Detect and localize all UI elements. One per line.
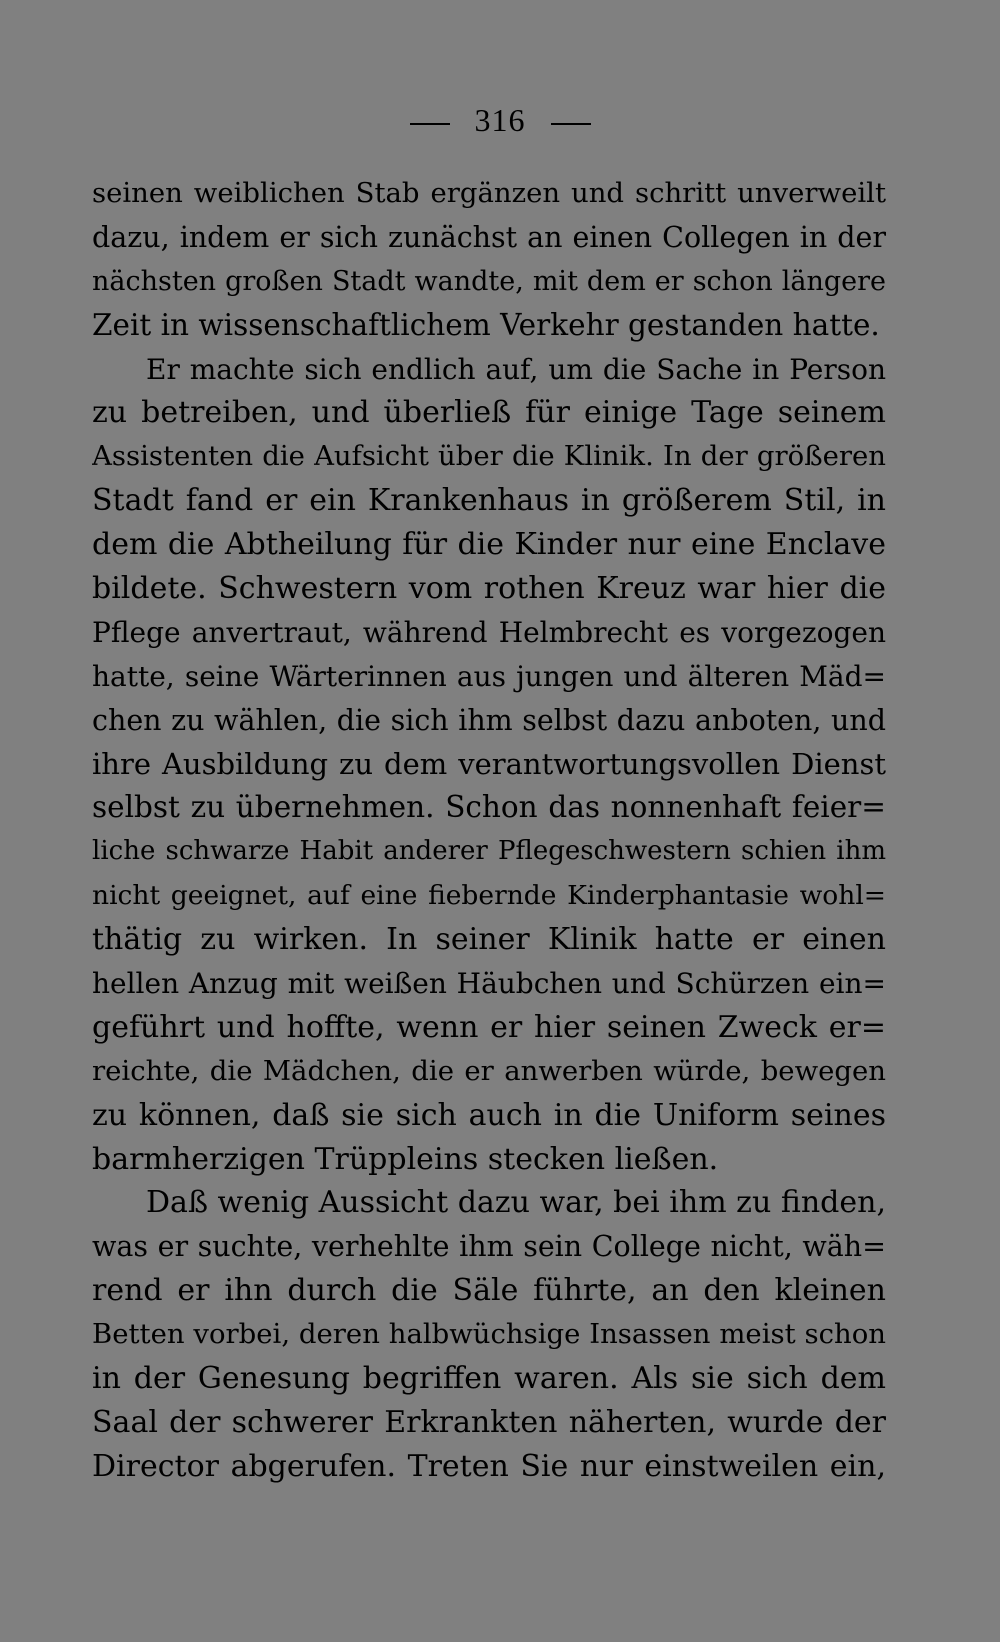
text-line: selbst zu übernehmen. Schon das nonnenhaft feier=	[92, 790, 886, 825]
text-line: dazu, indem er sich zunächst an einen Collegen in der	[92, 220, 886, 254]
text-line: hatte, seine Wärterinnen aus jungen und älteren Mäd=	[92, 659, 886, 693]
text-line: liche schwarze Habit anderer Pflegeschwestern schien ihm	[92, 836, 886, 867]
paragraph-1	[92, 172, 886, 348]
page-number: 316	[474, 102, 526, 138]
text-line: reichte, die Mädchen, die er anwerben würde, bewegen	[92, 1054, 886, 1087]
text-line: Stadt fand er ein Krankenhaus in größerem Stil, in	[92, 483, 886, 519]
text-line: zu können, daß sie sich auch in die Uniform seines	[92, 1097, 886, 1133]
text-line: seinen weiblichen Stab ergänzen und schritt unverweilt	[92, 177, 886, 209]
paragraph-3	[92, 1181, 886, 1488]
text-line: zu betreiben, und überließ für einige Tage seinem	[92, 395, 886, 431]
paragraph-2	[92, 348, 886, 1182]
text-line: Pflege anvertraut, während Helmbrecht es vorgezogen	[92, 615, 886, 649]
text-line: geführt und hoffte, wenn er hier seinen Zweck er=	[92, 1009, 886, 1045]
text-line: Zeit in wissenschaftlichem Verkehr gestanden hatte.	[92, 307, 880, 342]
page-header	[0, 100, 1000, 140]
text-line: Daß wenig Aussicht dazu war, bei ihm zu finden,	[146, 1185, 886, 1221]
text-line: Er machte sich endlich auf, um die Sache in Person	[146, 352, 886, 386]
text-line: dem die Abtheilung für die Kinder nur eine Enclave	[92, 527, 886, 563]
text-line: hellen Anzug mit weißen Häubchen und Schürzen ein=	[92, 967, 886, 1001]
text-line: Betten vorbei, deren halbwüchsige Insassen meist schon	[92, 1318, 886, 1351]
text-line: rend er ihn durch die Säle führte, an den kleinen	[92, 1273, 886, 1309]
text-line: barmherzigen Trüppleins stecken ließen.	[92, 1141, 719, 1177]
text-line: nicht geeignet, auf eine fiebernde Kinderphantasie wohl=	[92, 880, 886, 912]
header-dash-left	[410, 123, 450, 125]
text-line: nächsten großen Stadt wandte, mit dem er schon längere	[92, 265, 886, 297]
body-text	[92, 172, 886, 1489]
text-line: bildete. Schwestern vom rothen Kreuz war hier die	[92, 571, 886, 607]
text-line: ihre Ausbildung zu dem verantwortungsvollen Dienst	[92, 746, 886, 781]
text-line: chen zu wählen, die sich ihm selbst dazu anboten, und	[92, 703, 886, 737]
text-line: in der Genesung begriffen waren. Als sie sich dem	[92, 1361, 886, 1397]
text-line: Assistenten die Aufsicht über die Klinik. In der größeren	[92, 440, 886, 473]
header-dash-right	[551, 123, 591, 125]
text-line: Saal der schwerer Erkrankten näherten, wurde der	[92, 1404, 886, 1440]
text-line: Director abgerufen. Treten Sie nur einstweilen ein,	[92, 1448, 886, 1484]
text-line: thätig zu wirken. In seiner Klinik hatte er einen	[92, 922, 886, 958]
text-line: was er suchte, verhehlte ihm sein College nicht, wäh=	[92, 1230, 886, 1264]
